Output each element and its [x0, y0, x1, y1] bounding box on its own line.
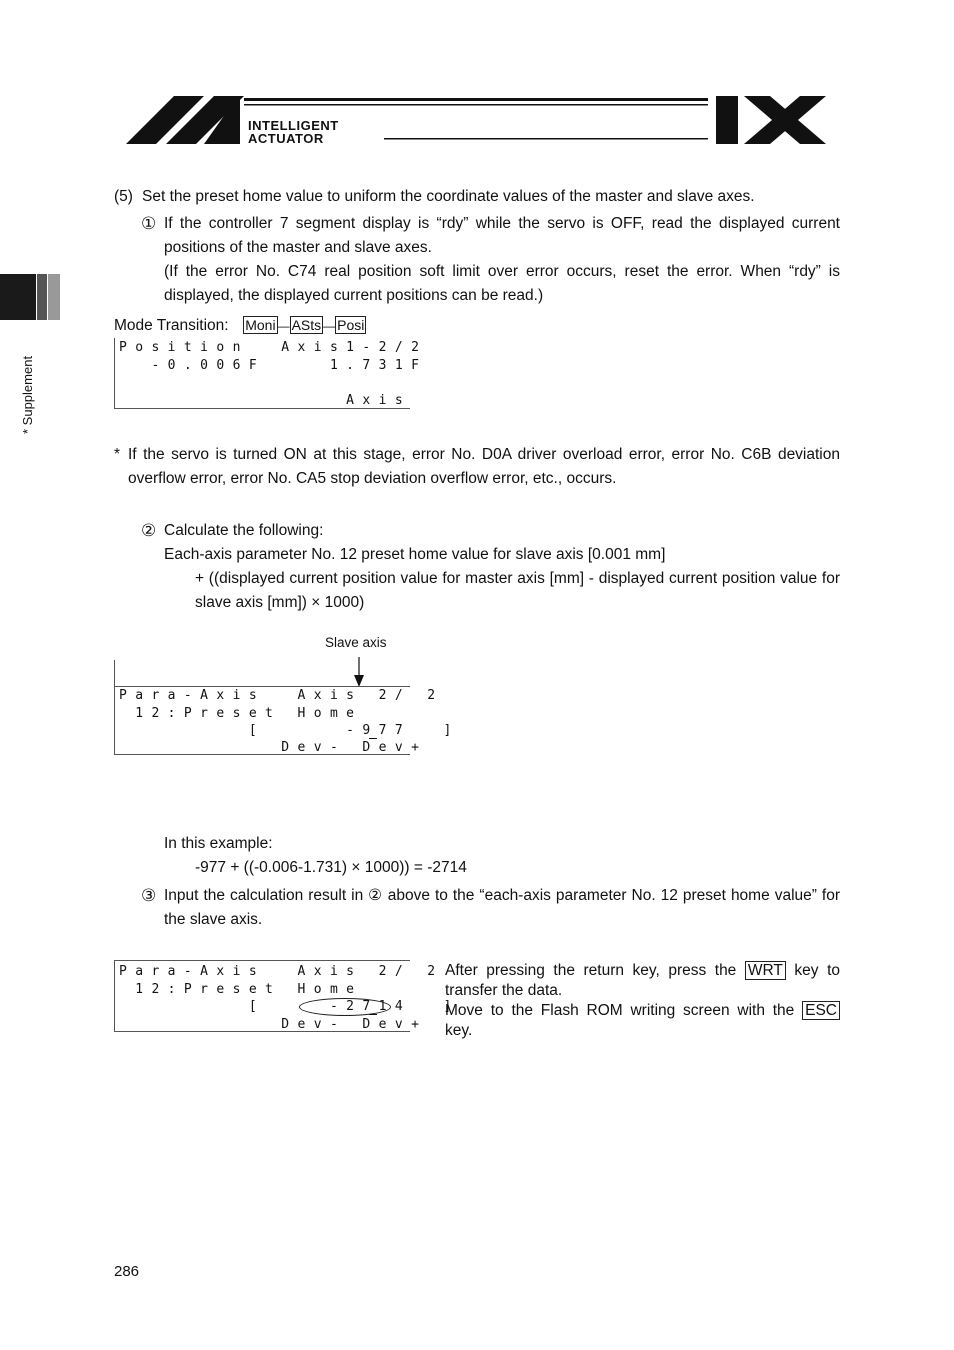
lcd1-line2: -0.006F 1.731F [119, 358, 428, 373]
instruction-wrt-post: key to transfer the data. [445, 962, 841, 999]
lcd-position-screen [114, 338, 428, 409]
lcd-preset-home-result-screen [114, 960, 460, 1032]
instruction-wrt-pre: After pressing the return key, press the [445, 962, 737, 979]
lcd2-line2: 12:Preset Home [119, 706, 363, 721]
lcd3-line4: Dev- Dev+ [119, 1017, 428, 1032]
product-name [722, 104, 723, 105]
lcd2-line3: [ -977 ] [119, 723, 460, 738]
lcd3-line2: 12:Preset Home [119, 982, 363, 997]
mode-item-posi: Posi [337, 317, 365, 333]
lcd1-line1: Position Axis1-2/2 [119, 340, 428, 355]
step5-number: (5) [114, 188, 133, 205]
instruction-esc [445, 1001, 840, 1041]
mode-arrow-2: — [323, 319, 336, 333]
mode-item-moni: Moni [245, 317, 276, 333]
wrt-key: WRT [745, 961, 786, 980]
lcd2-line4: Dev- Dev+ [119, 740, 428, 755]
lcd3-value-ellipse [299, 998, 391, 1016]
lcd2-line1: Para-Axis Axis 2/ 2 [119, 688, 444, 703]
sub1-num-glyph: ① [141, 214, 157, 233]
esc-key: ESC [802, 1001, 840, 1020]
sub1-text: If the controller 7 segment display is “rdy” while the servo is OFF, read the displayed current positions of the master and slave axes. [164, 215, 840, 256]
sub1-note: (If the error No. C74 real position soft limit over error occurs, reset the error. When “rdy” is displayed, the displayed current positions can be read.) [164, 263, 840, 304]
sub2-number: ② [141, 521, 157, 540]
instruction-wrt [445, 961, 840, 1001]
lcd1-line4: Axis [119, 393, 412, 408]
ia-logo-icon [126, 94, 828, 146]
mode-item-asts: ASts [291, 317, 322, 333]
warning-star: * [114, 446, 121, 463]
sub3-text: Input the calculation result in ② above to the “each-axis parameter No. 12 preset home value” for the slave axis. [164, 887, 840, 928]
brand-line2: ACTUATOR [248, 131, 324, 146]
brand-line1: INTELLIGENT [248, 118, 339, 133]
instructions [445, 961, 840, 1041]
header-logo [126, 94, 828, 146]
warning-text: If the servo is turned ON at this stage, error No. D0A driver overload error, error No. C6B deviation overflow error, error No. CA5 stop deviation overflow error, etc., occurs. [128, 446, 840, 487]
slave-axis-label: Slave axis [325, 635, 387, 650]
mode-transition-label: Mode Transition: [114, 317, 229, 334]
example-formula: -977 + ((-0.006-1.731) × 1000)) = -2714 [195, 859, 467, 876]
lcd3-cursor [369, 1014, 377, 1015]
instruction-esc-pre: Move to the Flash ROM writing screen with the [445, 1002, 795, 1019]
side-tab-marker [0, 274, 60, 320]
example-label: In this example: [164, 835, 273, 852]
sidebar-label: * Supplement [20, 355, 35, 434]
sub2-line2: + ((displayed current position value for master axis [mm] - displayed current position value for slave axis [mm]) × 1000) [195, 570, 840, 611]
sub2-line1: Each-axis parameter No. 12 preset home value for slave axis [0.001 mm] [164, 546, 666, 563]
instruction-esc-post: key. [445, 1022, 473, 1039]
lcd3-line3: [ -2714 ] [119, 999, 460, 1014]
mode-transition [114, 316, 366, 335]
sub3-number: ③ [141, 886, 157, 905]
mode-arrow-1: — [277, 319, 290, 333]
step5-text: Set the preset home value to uniform the coordinate values of the master and slave axes. [142, 188, 755, 205]
sub2-title: Calculate the following: [164, 522, 324, 539]
lcd-preset-home-screen [114, 660, 460, 755]
sub1-number [141, 212, 156, 237]
page-number: 286 [114, 1263, 140, 1280]
lcd3-line1: Para-Axis Axis 2/ 2 [119, 964, 444, 979]
